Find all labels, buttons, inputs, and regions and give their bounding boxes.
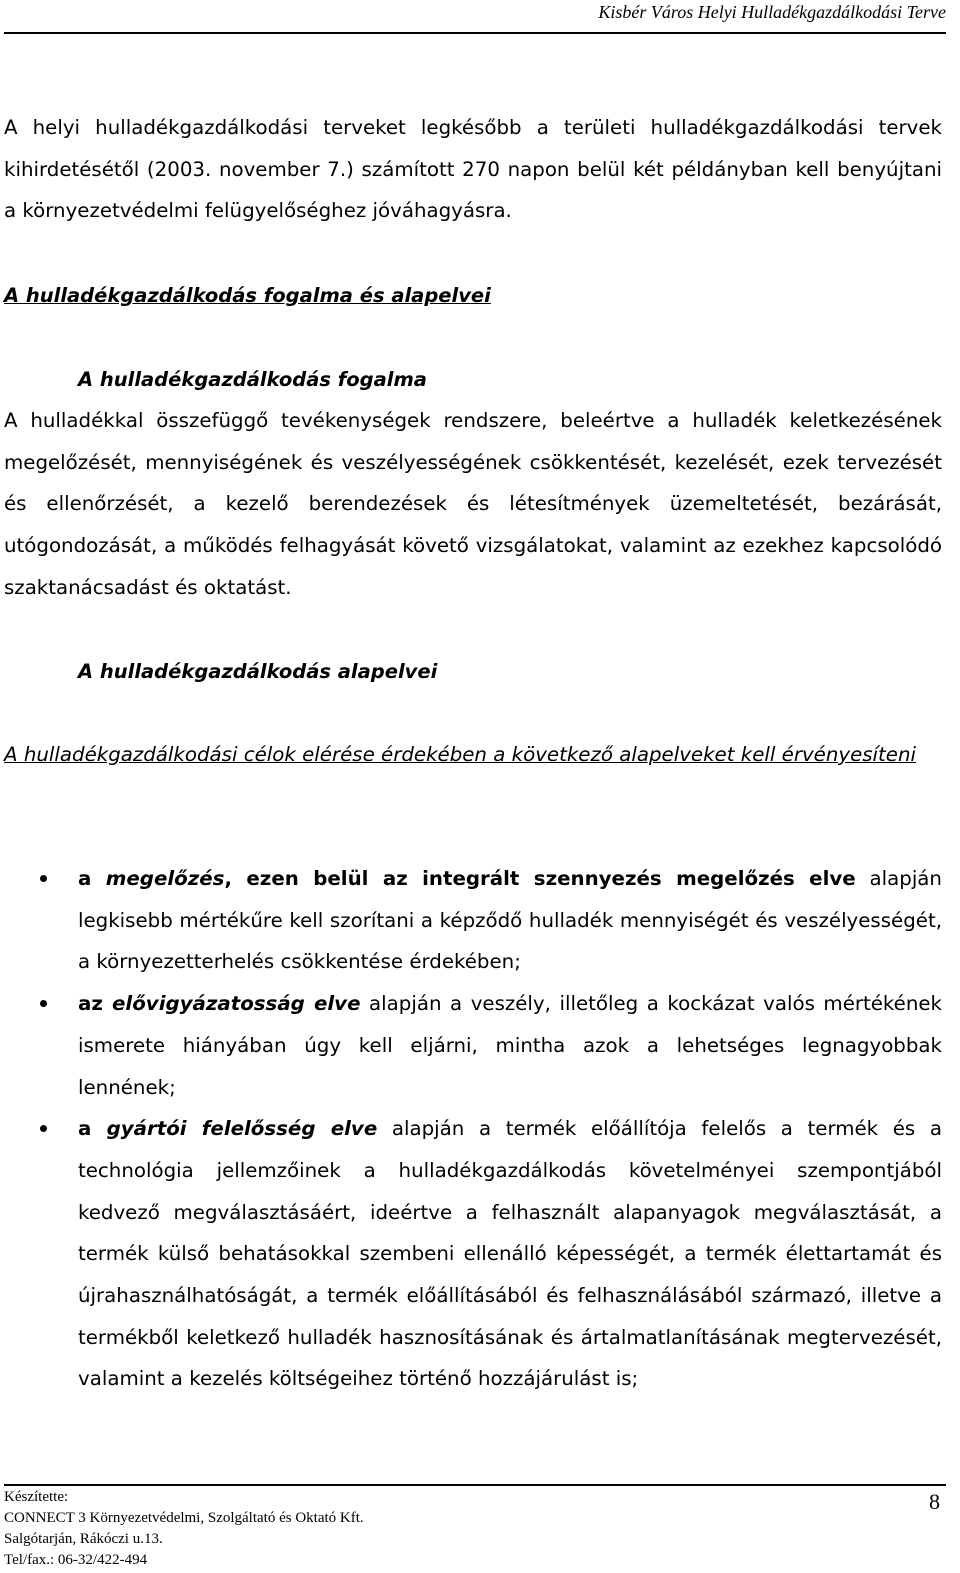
intro-paragraph-block: [4, 107, 942, 232]
subsection-title-concept: A hulladékgazdálkodás fogalma: [78, 368, 427, 391]
footer-address: Salgótarján, Rákóczi u.13.: [4, 1531, 163, 1547]
concept-paragraph: A hulladékkal összefüggő tevékenységek rendszere, beleértve a hulladék keletkezésének megelőzését, mennyiségének és veszélyességének csökkentését, kezelését, ezek tervezését és ellenőrzését, a kezelő berendezések és létesítmények üzemeltetését, bezárását, utógondozását, a működés felhagyását követő vizsgálatokat, valamint az ezekhez kapcsolódó szaktanácsadást és oktatást.: [4, 409, 942, 599]
intro-paragraph: A helyi hulladékgazdálkodási terveket legkésőbb a területi hulladékgazdálkodási tervek kihirdetésétől (2003. november 7.) számított 270 napon belül két példányban kell benyújtani a környezetvédelmi felügyelőséghez jóváhagyásra.: [4, 116, 942, 223]
subsection-title-principles: A hulladékgazdálkodás alapelvei: [78, 660, 438, 683]
footer-divider: [4, 1484, 946, 1486]
header-divider: [4, 32, 946, 34]
page-number: 8: [929, 1489, 940, 1514]
bullet-icon: [40, 1125, 47, 1132]
list-item: [0, 1108, 942, 1400]
footer-phone: Tel/fax.: 06-32/422-494: [4, 1552, 148, 1568]
bullet-text: alapján legkisebb mértékűre kell szorítani a képződő hulladék mennyiségét és veszélyességét, a környezetterhelés csökkentése érdekében;: [78, 867, 942, 974]
footer-company: CONNECT 3 Környezetvédelmi, Szolgáltató és Oktató Kft.: [4, 1510, 364, 1526]
footer-prepared-by: Készítette:: [4, 1489, 69, 1505]
bullet-lead: a: [78, 1117, 107, 1141]
principles-intro-block: [4, 734, 942, 776]
bullet-icon: [40, 1000, 47, 1007]
principles-intro: A hulladékgazdálkodási célok elérése érdekében a következő alapelveket kell érvényesíteni: [4, 743, 917, 766]
footer-block: [4, 1487, 364, 1571]
bullet-lead: az: [78, 992, 113, 1016]
bullet-principle-name: elővigyázatosság elve: [112, 992, 361, 1016]
concept-paragraph-block: [4, 400, 942, 609]
bullet-principle-name: gyártói felelősség elve: [106, 1117, 378, 1141]
bullet-principle-name: megelőzés: [105, 867, 225, 890]
bullet-text: alapján a veszély, illetőleg a kockázat valós mértékének ismerete hiányában úgy kell eljárni, mintha azok a lehetséges legnagyobbak lennének;: [78, 992, 943, 1099]
principles-list: [0, 858, 946, 1400]
bullet-icon: [40, 875, 47, 882]
running-header-title: Kisbér Város Helyi Hulladékgazdálkodási Terve: [598, 2, 946, 22]
bullet-principle-qualifier: , ezen belül az integrált szennyezés megelőzés elve: [224, 867, 856, 890]
list-item: [0, 983, 942, 1108]
list-item: [0, 858, 942, 983]
bullet-lead: a: [78, 867, 106, 890]
bullet-text: alapján a termék előállítója felelős a termék és a technológia jellemzőinek a hulladékgazdálkodás követelményei szempontjából kedvező megválasztásáért, ideértve a felhasznált alapanyagok megválasztását, a termék külső behatásokkal szembeni ellenálló képességét, a termék élettartamát és újrahasználhatóságát, a termék előállításából és felhasználásából származó, illetve a termékből keletkező hulladék hasznosításának és ártalmatlanításának megtervezését, valamint a kezelés költségeihez történő hozzájárulást is;: [78, 1117, 942, 1391]
section-title: A hulladékgazdálkodás fogalma és alapelvei: [4, 284, 491, 307]
